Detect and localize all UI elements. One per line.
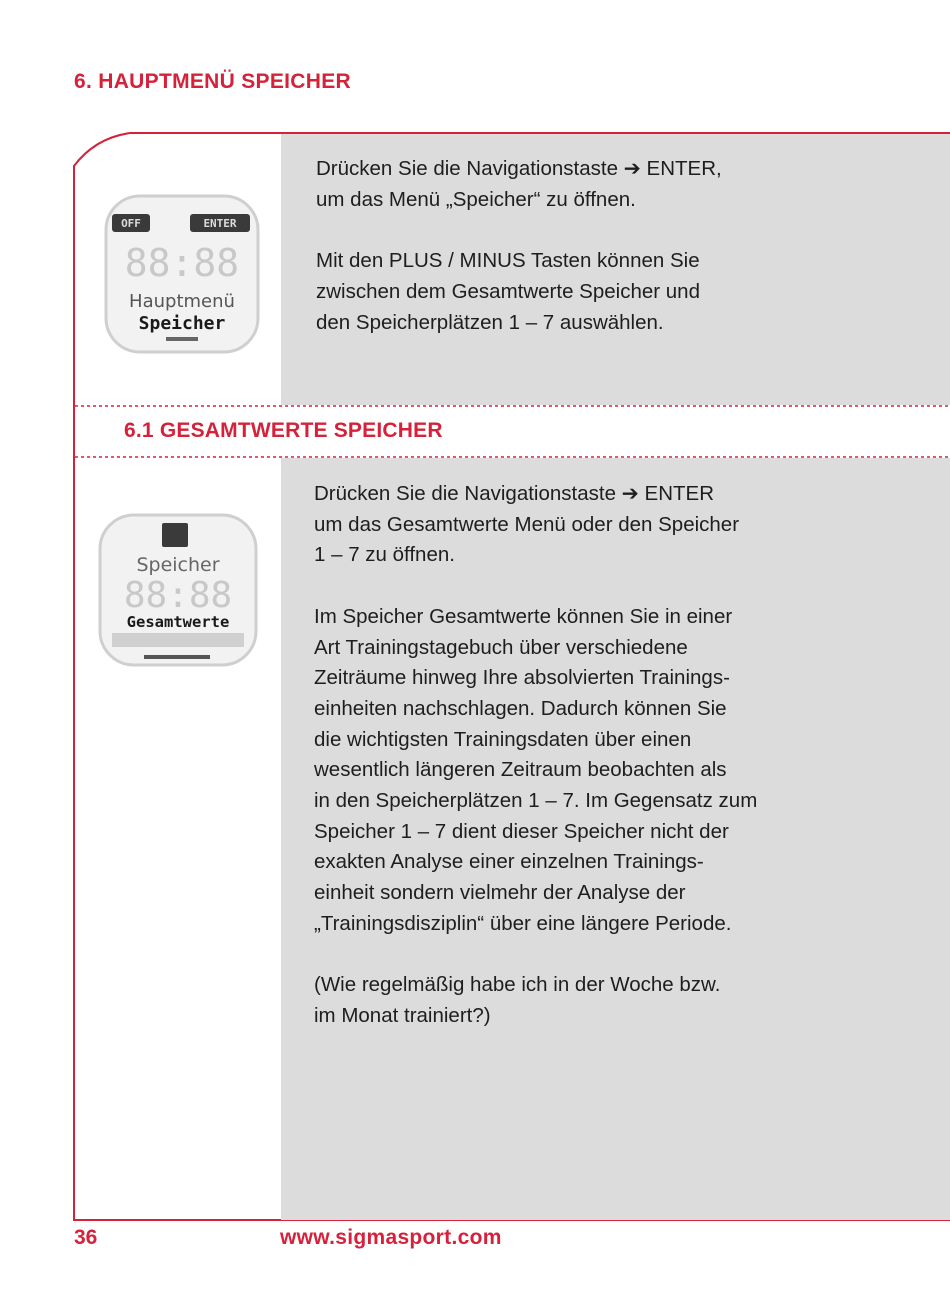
paragraph: Im Speicher Gesamtwerte können Sie in einer Art Trainingstagebuch über verschiedene Zeiträume hinweg Ihre absolvierten Trainings- einheiten nachschlagen. Dadurch können Sie die wichtigsten Trainingsdaten über einen wesentlich längeren Zeitraum beobachten als in den Speicherplätzen 1 – 7. Im Gegensatz zum Speicher 1 – 7 dient dieser Speicher nicht der exakten Analyse einer einzelnen Trainings- einheit sondern vielmehr der Analyse der „Trainingsdisziplin“ über eine längere Periode. [314,604,758,935]
lcd-digits: 88:88 [123,575,233,616]
section1-text [316,154,722,338]
lcd-line1: Speicher [136,554,220,576]
paragraph: Drücken Sie die Navigationstaste ➔ ENTER um das Gesamtwerte Menü oder den Speicher 1 – 7 zu öffnen. [314,482,740,567]
lcd-line1: Hauptmenü [129,291,235,312]
section2-text [314,479,757,1032]
paragraph: Drücken Sie die Navigationstaste ➔ ENTER, um das Menü „Speicher“ zu öffnen. [316,157,722,211]
lcd-line2: Gesamtwerte [126,613,230,631]
paragraph: Mit den PLUS / MINUS Tasten können Sie zwischen dem Gesamtwerte Speicher und den Speicherplätzen 1 – 7 auswählen. [316,249,700,334]
paragraph: (Wie regelmäßig habe ich in der Woche bzw. im Monat trainiert?) [314,973,721,1027]
footer-url-link[interactable]: www.sigmasport.com [280,1226,502,1249]
section-heading: 6.1 GESAMTWERTE SPEICHER [124,419,443,442]
device-display-main-menu [104,194,260,356]
page-number: 36 [74,1226,98,1249]
lcd-line2: Speicher [138,313,226,334]
off-badge: OFF [121,217,141,230]
page-title: 6. HAUPTMENÜ SPEICHER [74,70,352,93]
enter-badge: ENTER [203,217,237,230]
lcd-digits: 88:88 [124,241,240,285]
device-display-totals [98,513,258,673]
